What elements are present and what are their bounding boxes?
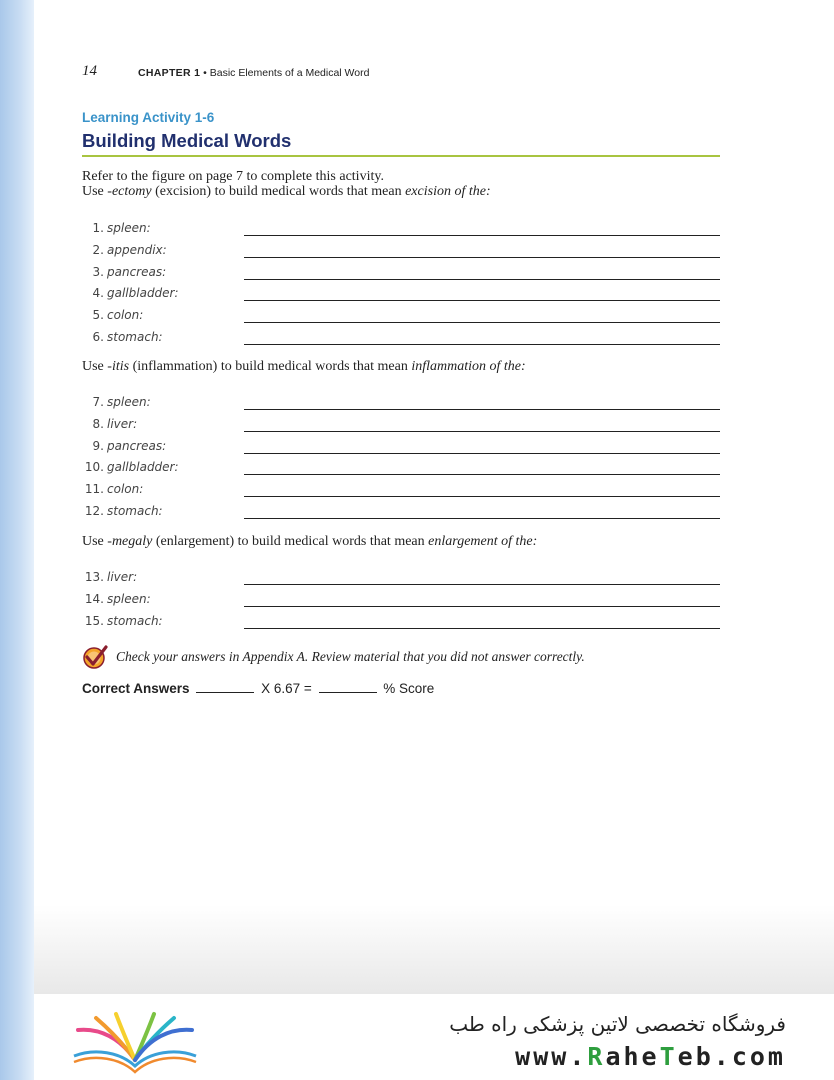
open-book-logo	[70, 1008, 200, 1074]
chapter-label: CHAPTER 1	[138, 67, 201, 79]
item-number: 5.	[92, 308, 104, 323]
exercise-item	[82, 457, 720, 475]
item-number: 11.	[84, 482, 104, 497]
instruction-prefix: Use	[82, 534, 108, 549]
item-organ: liver:	[107, 416, 138, 431]
item-number: 1.	[92, 221, 104, 235]
instruction-suffix-term: -ectomy	[107, 184, 152, 199]
instruction-middle: (excision) to build medical words that mean	[151, 184, 406, 199]
url-eb: eb	[677, 1042, 714, 1071]
answer-line[interactable]	[244, 584, 720, 585]
section-instruction	[82, 184, 491, 200]
exercise-item	[82, 218, 720, 236]
item-organ: stomach:	[107, 504, 163, 518]
answer-line[interactable]	[244, 474, 720, 475]
correct-answers-blank[interactable]	[196, 692, 254, 693]
instruction-prefix: Use	[82, 184, 108, 199]
exercise-item	[82, 283, 720, 301]
answer-line[interactable]	[244, 344, 720, 345]
answer-line[interactable]	[244, 606, 720, 607]
exercise-item	[82, 611, 720, 629]
title-rule	[82, 155, 720, 157]
checkmark-icon	[82, 644, 108, 670]
item-organ: colon:	[107, 308, 144, 323]
item-organ: colon:	[107, 482, 144, 497]
check-answers-note: Check your answers in Appendix A. Review material that you did not answer correctly.	[116, 649, 585, 664]
item-organ: stomach:	[107, 613, 163, 628]
answer-line[interactable]	[244, 518, 720, 519]
running-head	[138, 67, 369, 79]
instruction-middle: (enlargement) to build medical words that mean	[152, 534, 429, 549]
item-organ: spleen:	[107, 395, 151, 409]
exercise-item	[82, 262, 720, 280]
item-number: 2.	[92, 242, 104, 257]
section-instruction	[82, 534, 537, 550]
instruction-suffix-term: -megaly	[107, 534, 153, 549]
activity-label: Learning Activity 1-6	[82, 110, 215, 125]
instruction-prefix: Use	[82, 359, 108, 374]
exercise-item	[82, 392, 720, 410]
instruction-middle: (inflammation) to build medical words that mean	[129, 359, 412, 374]
section-instruction	[82, 359, 526, 375]
url-t: T	[659, 1042, 678, 1071]
answer-line[interactable]	[244, 453, 720, 454]
exercise-item	[82, 479, 720, 497]
answer-line[interactable]	[244, 257, 720, 258]
left-edge-strip	[0, 0, 34, 1080]
item-organ: liver:	[107, 570, 138, 584]
instruction-meaning: inflammation of the:	[411, 359, 526, 374]
item-organ: gallbladder:	[107, 460, 179, 475]
intro-line: Refer to the figure on page 7 to complete this activity.	[82, 169, 384, 184]
correct-answers-label: Correct Answers	[82, 681, 190, 696]
activity-title: Building Medical Words	[82, 130, 292, 151]
answer-line[interactable]	[244, 496, 720, 497]
instruction-meaning: excision of the:	[405, 184, 491, 199]
item-number: 8.	[92, 416, 104, 431]
answer-line[interactable]	[244, 628, 720, 629]
item-number: 4.	[92, 286, 104, 301]
answer-line[interactable]	[244, 279, 720, 280]
item-organ: spleen:	[107, 221, 151, 235]
item-organ: gallbladder:	[107, 286, 179, 301]
exercise-item	[82, 589, 720, 607]
exercise-item	[82, 327, 720, 345]
item-number: 12.	[84, 504, 104, 518]
url-suffix: .com	[713, 1042, 786, 1071]
score-suffix: % Score	[383, 681, 435, 696]
exercise-item	[82, 567, 720, 585]
item-number: 10.	[84, 460, 104, 475]
item-organ: pancreas:	[107, 438, 167, 453]
answer-line[interactable]	[244, 431, 720, 432]
store-url	[515, 1042, 786, 1071]
url-prefix: www.	[515, 1042, 588, 1071]
instruction-meaning: enlargement of the:	[428, 534, 538, 549]
page-number: 14	[82, 63, 97, 79]
exercise-item	[82, 240, 720, 258]
item-organ: spleen:	[107, 591, 151, 606]
item-organ: appendix:	[107, 242, 167, 257]
score-line	[82, 681, 434, 696]
answer-line[interactable]	[244, 322, 720, 323]
url-ahe: ahe	[605, 1042, 660, 1071]
item-number: 6.	[92, 330, 104, 344]
exercise-item	[82, 436, 720, 454]
store-name: فروشگاه تخصصی لاتین پزشکی راه طب	[449, 1012, 786, 1036]
exercise-item	[82, 305, 720, 323]
item-number: 14.	[84, 591, 104, 606]
exercise-item	[82, 414, 720, 432]
item-organ: stomach:	[107, 330, 163, 344]
item-number: 3.	[92, 264, 104, 279]
answer-line[interactable]	[244, 300, 720, 301]
answer-line[interactable]	[244, 235, 720, 236]
running-head-separator: •	[200, 67, 210, 79]
item-number: 13.	[84, 570, 104, 584]
answer-line[interactable]	[244, 409, 720, 410]
score-blank[interactable]	[319, 692, 377, 693]
instruction-suffix-term: -itis	[107, 359, 130, 374]
page-bottom-shadow	[34, 905, 834, 995]
exercise-item	[82, 501, 720, 519]
item-number: 7.	[92, 395, 104, 409]
item-number: 15.	[84, 613, 104, 628]
item-number: 9.	[92, 438, 104, 453]
item-organ: pancreas:	[107, 264, 167, 279]
url-r: R	[587, 1042, 606, 1071]
score-multiplier: X 6.67 =	[261, 681, 312, 696]
chapter-title: Basic Elements of a Medical Word	[209, 67, 370, 79]
